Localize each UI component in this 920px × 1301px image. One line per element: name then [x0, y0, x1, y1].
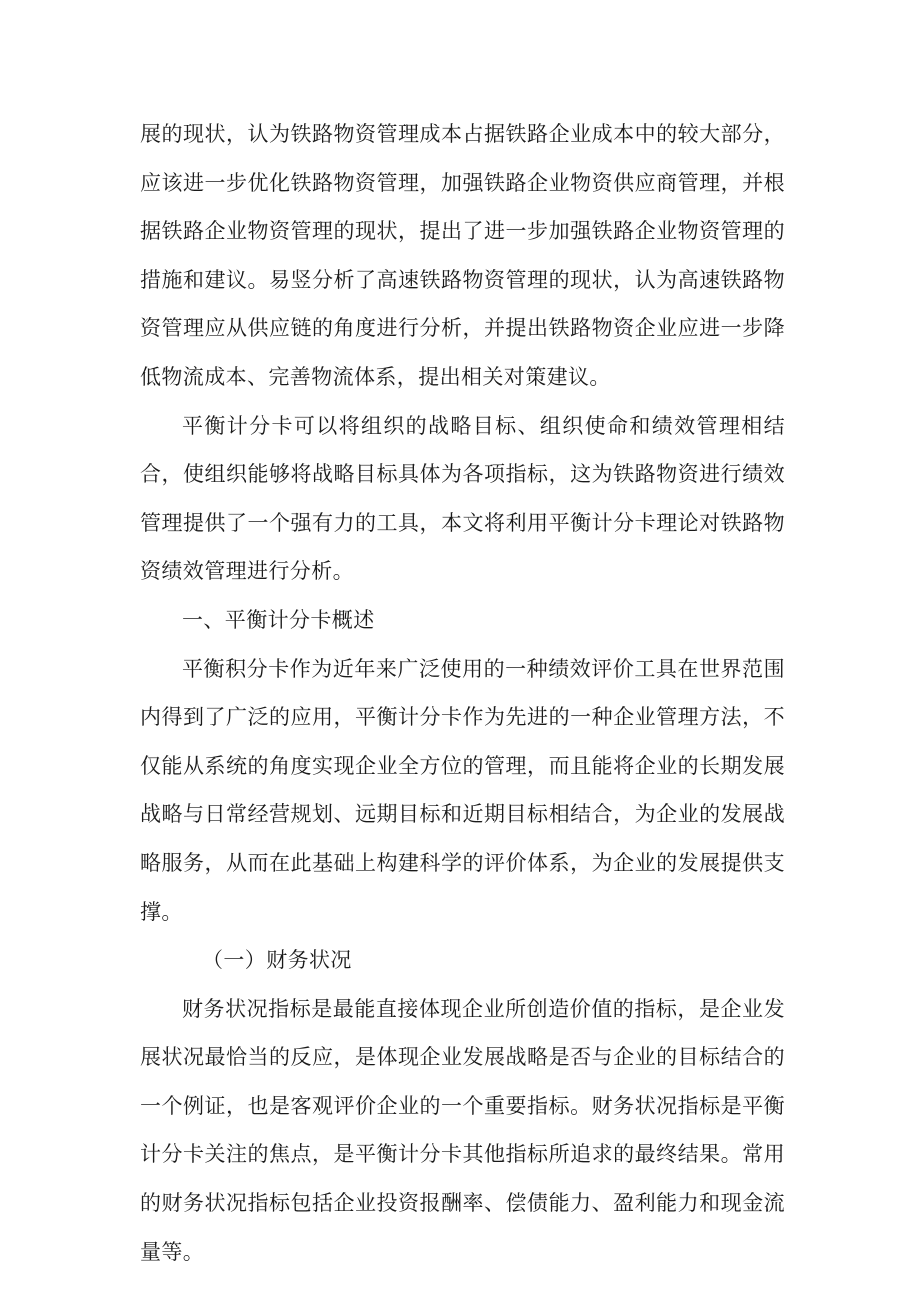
section-heading-overview: 一、平衡计分卡概述 — [182, 607, 375, 632]
paragraph-overview: 平衡积分卡作为近年来广泛使用的一种绩效评价工具在世界范围内得到了广泛的应用，平衡计分卡作为先进的一种企业管理方法，不仅能从系统的角度实现企业全方位的管理，而且能将企业的长期发展战略与日常经营规划、远期目标和近期目标相结合，为企业的发展战略服务，从而在此基础上构建科学的评价体系，为企业的发展提供支撑。 — [140, 656, 785, 924]
paragraph-balanced-scorecard-intro: 平衡计分卡可以将组织的战略目标、组织使命和绩效管理相结合，使组织能够将战略目标具体为各项指标，这为铁路物资进行绩效管理提供了一个强有力的工具，本文将利用平衡计分卡理论对铁路物资绩效管理进行分析。 — [140, 413, 785, 584]
subsection-heading-financial: （一）财务状况 — [202, 948, 352, 973]
paragraph-financial: 财务状况指标是最能直接体现企业所创造价值的指标，是企业发展状况最恰当的反应，是体现企业发展战略是否与企业的目标结合的一个例证，也是客观评价企业的一个重要指标。财务状况指标是平衡计分卡关注的焦点，是平衡计分卡其他指标所追求的最终结果。常用的财务状况指标包括企业投资报酬率、偿债能力、盈利能力和现金流量等。 — [140, 996, 785, 1264]
document-body — [140, 110, 785, 1276]
paragraph-continuation: 展的现状，认为铁路物资管理成本占据铁路企业成本中的较大部分，应该进一步优化铁路物资管理，加强铁路企业物资供应商管理，并根据铁路企业物资管理的现状，提出了进一步加强铁路企业物资管理的措施和建议。易竖分析了高速铁路物资管理的现状，认为高速铁路物资管理应从供应链的角度进行分析，并提出铁路物资企业应进一步降低物流成本、完善物流体系，提出相关对策建议。 — [140, 122, 785, 389]
